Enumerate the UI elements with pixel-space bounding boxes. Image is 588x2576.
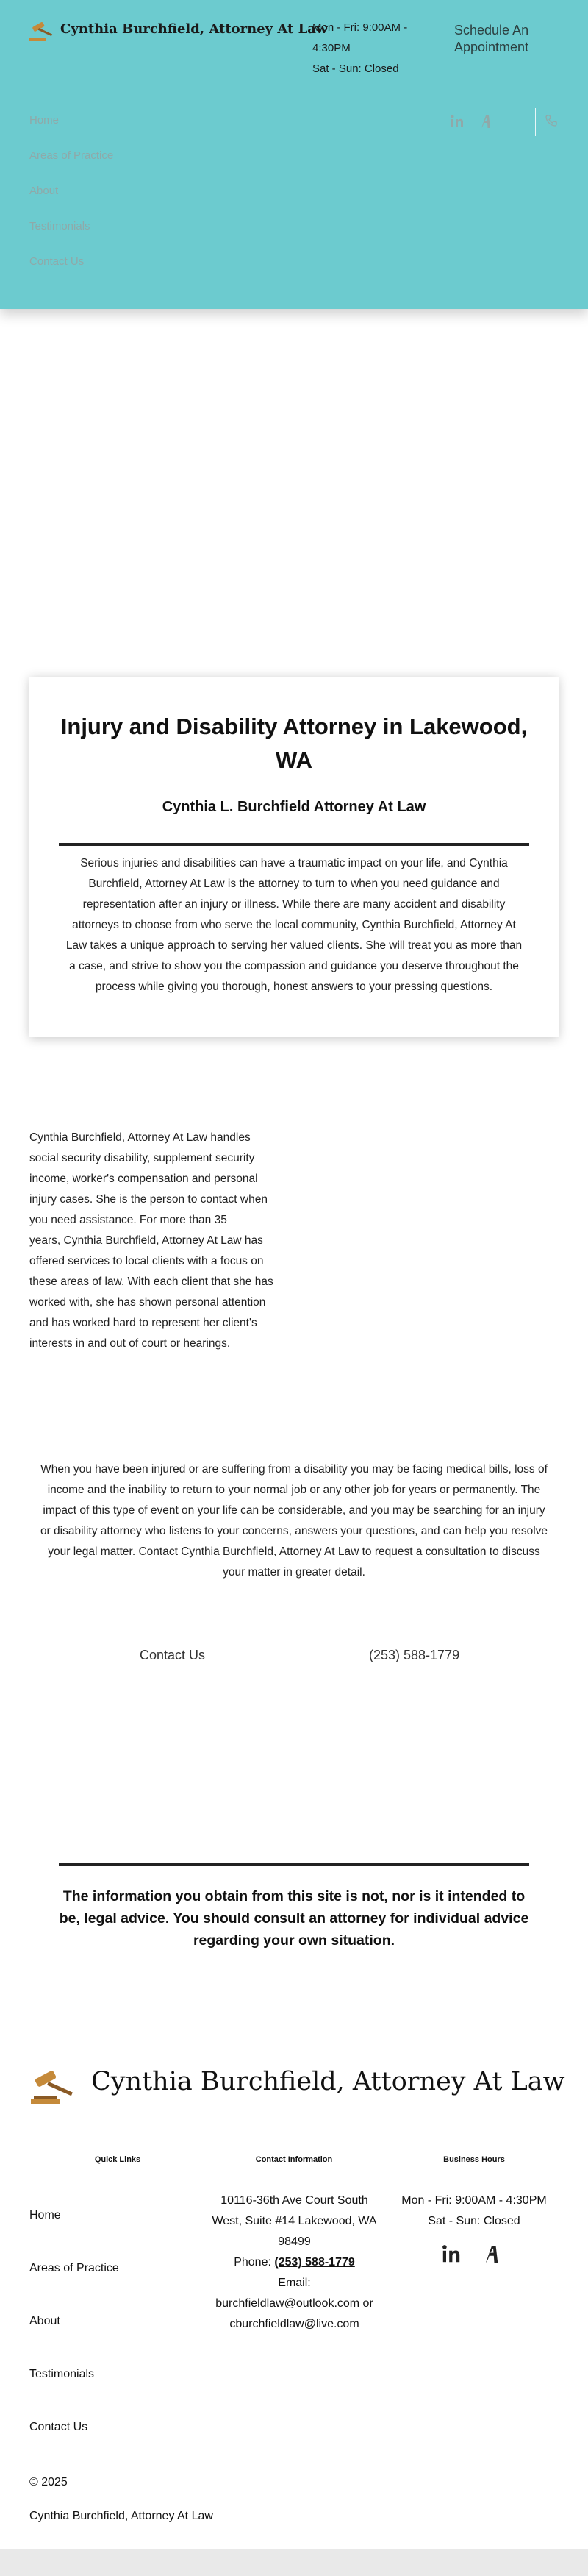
hours-line: Sat - Sun: Closed bbox=[312, 63, 399, 75]
nav-areas-of-practice[interactable]: Areas of Practice bbox=[29, 149, 114, 162]
avvo-icon[interactable] bbox=[478, 2244, 500, 2264]
schedule-label-line: Appointment bbox=[454, 40, 529, 54]
footer-link-areas-of-practice[interactable]: Areas of Practice bbox=[29, 2262, 119, 2274]
footer-phone-line bbox=[197, 2252, 392, 2273]
paragraph-line: impact of this type of event on your life can be considerable, and you may be searching for an injury bbox=[43, 1504, 545, 1517]
paragraph-line: and has worked hard to represent her client's bbox=[29, 1317, 257, 1329]
paragraph-line: attorneys to choose from who serve the local community, Cynthia Burchfield, Attorney At bbox=[72, 919, 516, 931]
nav-about[interactable]: About bbox=[29, 185, 59, 197]
site-header bbox=[0, 0, 588, 309]
paragraph-line: injury cases. She is the person to contact when bbox=[29, 1193, 268, 1206]
legal-disclaimer bbox=[59, 1885, 529, 1951]
email-line[interactable]: cburchfieldlaw@live.com bbox=[229, 2318, 359, 2330]
address-line: 10116-36th Ave Court South bbox=[220, 2194, 368, 2207]
paragraph-line: income and the inability to return to your normal job or any other job for years or permanently. The bbox=[47, 1484, 541, 1496]
title-line: Injury and Disability Attorney in Lakewood, bbox=[60, 714, 528, 739]
divider bbox=[59, 1863, 529, 1866]
disclaimer-line: regarding your own situation. bbox=[193, 1932, 395, 1949]
footer-title: Cynthia Burchfield, Attorney At Law bbox=[91, 2067, 565, 2096]
gavel-logo-icon[interactable] bbox=[28, 19, 57, 43]
address-line: West, Suite #14 Lakewood, WA bbox=[212, 2215, 377, 2227]
paragraph-line: you need assistance. For more than 35 bbox=[29, 1214, 227, 1226]
phone-icon[interactable] bbox=[545, 114, 558, 127]
intro-paragraph bbox=[59, 853, 529, 997]
page-subtitle: Cynthia L. Burchfield Attorney At Law bbox=[162, 799, 426, 815]
business-hours bbox=[390, 2191, 559, 2232]
header-divider bbox=[535, 108, 536, 136]
header-hours bbox=[312, 18, 430, 79]
paragraph-line: a case, and strive to show you the compassion and guidance you deserve throughout the bbox=[69, 960, 519, 972]
copyright: © 2025 bbox=[29, 2476, 68, 2488]
nav-home[interactable]: Home bbox=[29, 114, 60, 127]
about-paragraph bbox=[29, 1128, 298, 1354]
gavel-logo-icon[interactable] bbox=[29, 2068, 79, 2107]
disclaimer-line: The information you obtain from this site is not, nor is it intended to bbox=[62, 1888, 526, 1904]
disclaimer-line: be, legal advice. You should consult an attorney for individual advice bbox=[59, 1910, 529, 1926]
paragraph-line: your legal matter. Contact Cynthia Burchfield, Attorney At Law to request a consultation to discuss bbox=[48, 1545, 540, 1558]
paragraph-line: years, Cynthia Burchfield, Attorney At Law has bbox=[29, 1234, 263, 1247]
contact-info-heading: Contact Information bbox=[255, 2155, 333, 2164]
email-line[interactable]: burchfieldlaw@outlook.com or bbox=[215, 2297, 373, 2310]
paragraph-line: income, worker's compensation and personal bbox=[29, 1173, 258, 1185]
paragraph-line: your matter in greater detail. bbox=[223, 1566, 365, 1579]
hours-line: 4:30PM bbox=[312, 42, 351, 54]
linkedin-icon[interactable] bbox=[450, 114, 465, 129]
contact-us-link[interactable]: Contact Us bbox=[140, 1648, 206, 1662]
business-hours-heading: Business Hours bbox=[443, 2155, 505, 2164]
paragraph-line: process while giving you thorough, honest answers to your pressing questions. bbox=[95, 981, 493, 993]
hours-line: Sat - Sun: Closed bbox=[428, 2215, 520, 2227]
paragraph-line: When you have been injured or are suffering from a disability you may be facing medical bills, loss of bbox=[40, 1463, 548, 1476]
footer-link-contact-us[interactable]: Contact Us bbox=[29, 2421, 88, 2433]
paragraph-line: worked with, she has shown personal attention bbox=[29, 1296, 266, 1309]
address-line: 98499 bbox=[278, 2235, 311, 2248]
paragraph-line: Burchfield, Attorney At Law is the attorney to turn to when you need guidance and bbox=[88, 878, 500, 890]
footer-company-name: Cynthia Burchfield, Attorney At Law bbox=[29, 2510, 213, 2522]
linkedin-icon[interactable] bbox=[441, 2244, 462, 2264]
footer-link-about[interactable]: About bbox=[29, 2315, 60, 2327]
paragraph-line: or disability attorney who listens to your concerns, answers your questions, and can help you resolve bbox=[40, 1525, 548, 1537]
email-label: Email: bbox=[278, 2277, 311, 2289]
paragraph-line: social security disability, supplement security bbox=[29, 1152, 255, 1164]
footer-phone-link[interactable]: (253) 588-1779 bbox=[274, 2256, 355, 2269]
paragraph-line: Law takes a unique approach to serving her valued clients. She will treat you as more than bbox=[65, 939, 523, 952]
bottom-bar bbox=[0, 2549, 588, 2576]
page-title bbox=[59, 710, 529, 778]
nav-contact-us[interactable]: Contact Us bbox=[29, 255, 85, 268]
paragraph-line: offered services to local clients with a focus on bbox=[29, 1255, 264, 1267]
paragraph-line: Serious injuries and disabilities can have a traumatic impact on your life, and Cynthia bbox=[80, 857, 508, 869]
phone-link[interactable]: (253) 588-1779 bbox=[369, 1648, 460, 1662]
title-line: WA bbox=[276, 747, 312, 773]
hours-line: Mon - Fri: 9:00AM - bbox=[312, 21, 408, 34]
schedule-label-line: Schedule An bbox=[454, 23, 529, 38]
avvo-icon[interactable] bbox=[476, 114, 492, 129]
paragraph-line: interests in and out of court or hearings. bbox=[29, 1337, 231, 1350]
quick-links-heading: Quick Links bbox=[94, 2155, 141, 2164]
footer-link-home[interactable]: Home bbox=[29, 2209, 61, 2221]
schedule-appointment-button[interactable] bbox=[454, 22, 553, 56]
site-title[interactable]: Cynthia Burchfield, Attorney At Law bbox=[60, 21, 328, 37]
paragraph-line: Cynthia Burchfield, Attorney At Law handles bbox=[29, 1131, 251, 1144]
intro-card bbox=[29, 677, 559, 1037]
footer-link-testimonials[interactable]: Testimonials bbox=[29, 2368, 95, 2380]
phone-prefix: Phone: bbox=[234, 2256, 275, 2269]
nav-testimonials[interactable]: Testimonials bbox=[29, 220, 90, 232]
paragraph-line: representation after an injury or illness. While there are many accident and disability bbox=[82, 898, 506, 911]
divider bbox=[59, 843, 529, 846]
injury-paragraph bbox=[29, 1459, 559, 1583]
paragraph-line: these areas of law. With each client that she has bbox=[29, 1275, 273, 1288]
hours-line: Mon - Fri: 9:00AM - 4:30PM bbox=[401, 2194, 547, 2207]
contact-information bbox=[197, 2191, 392, 2335]
